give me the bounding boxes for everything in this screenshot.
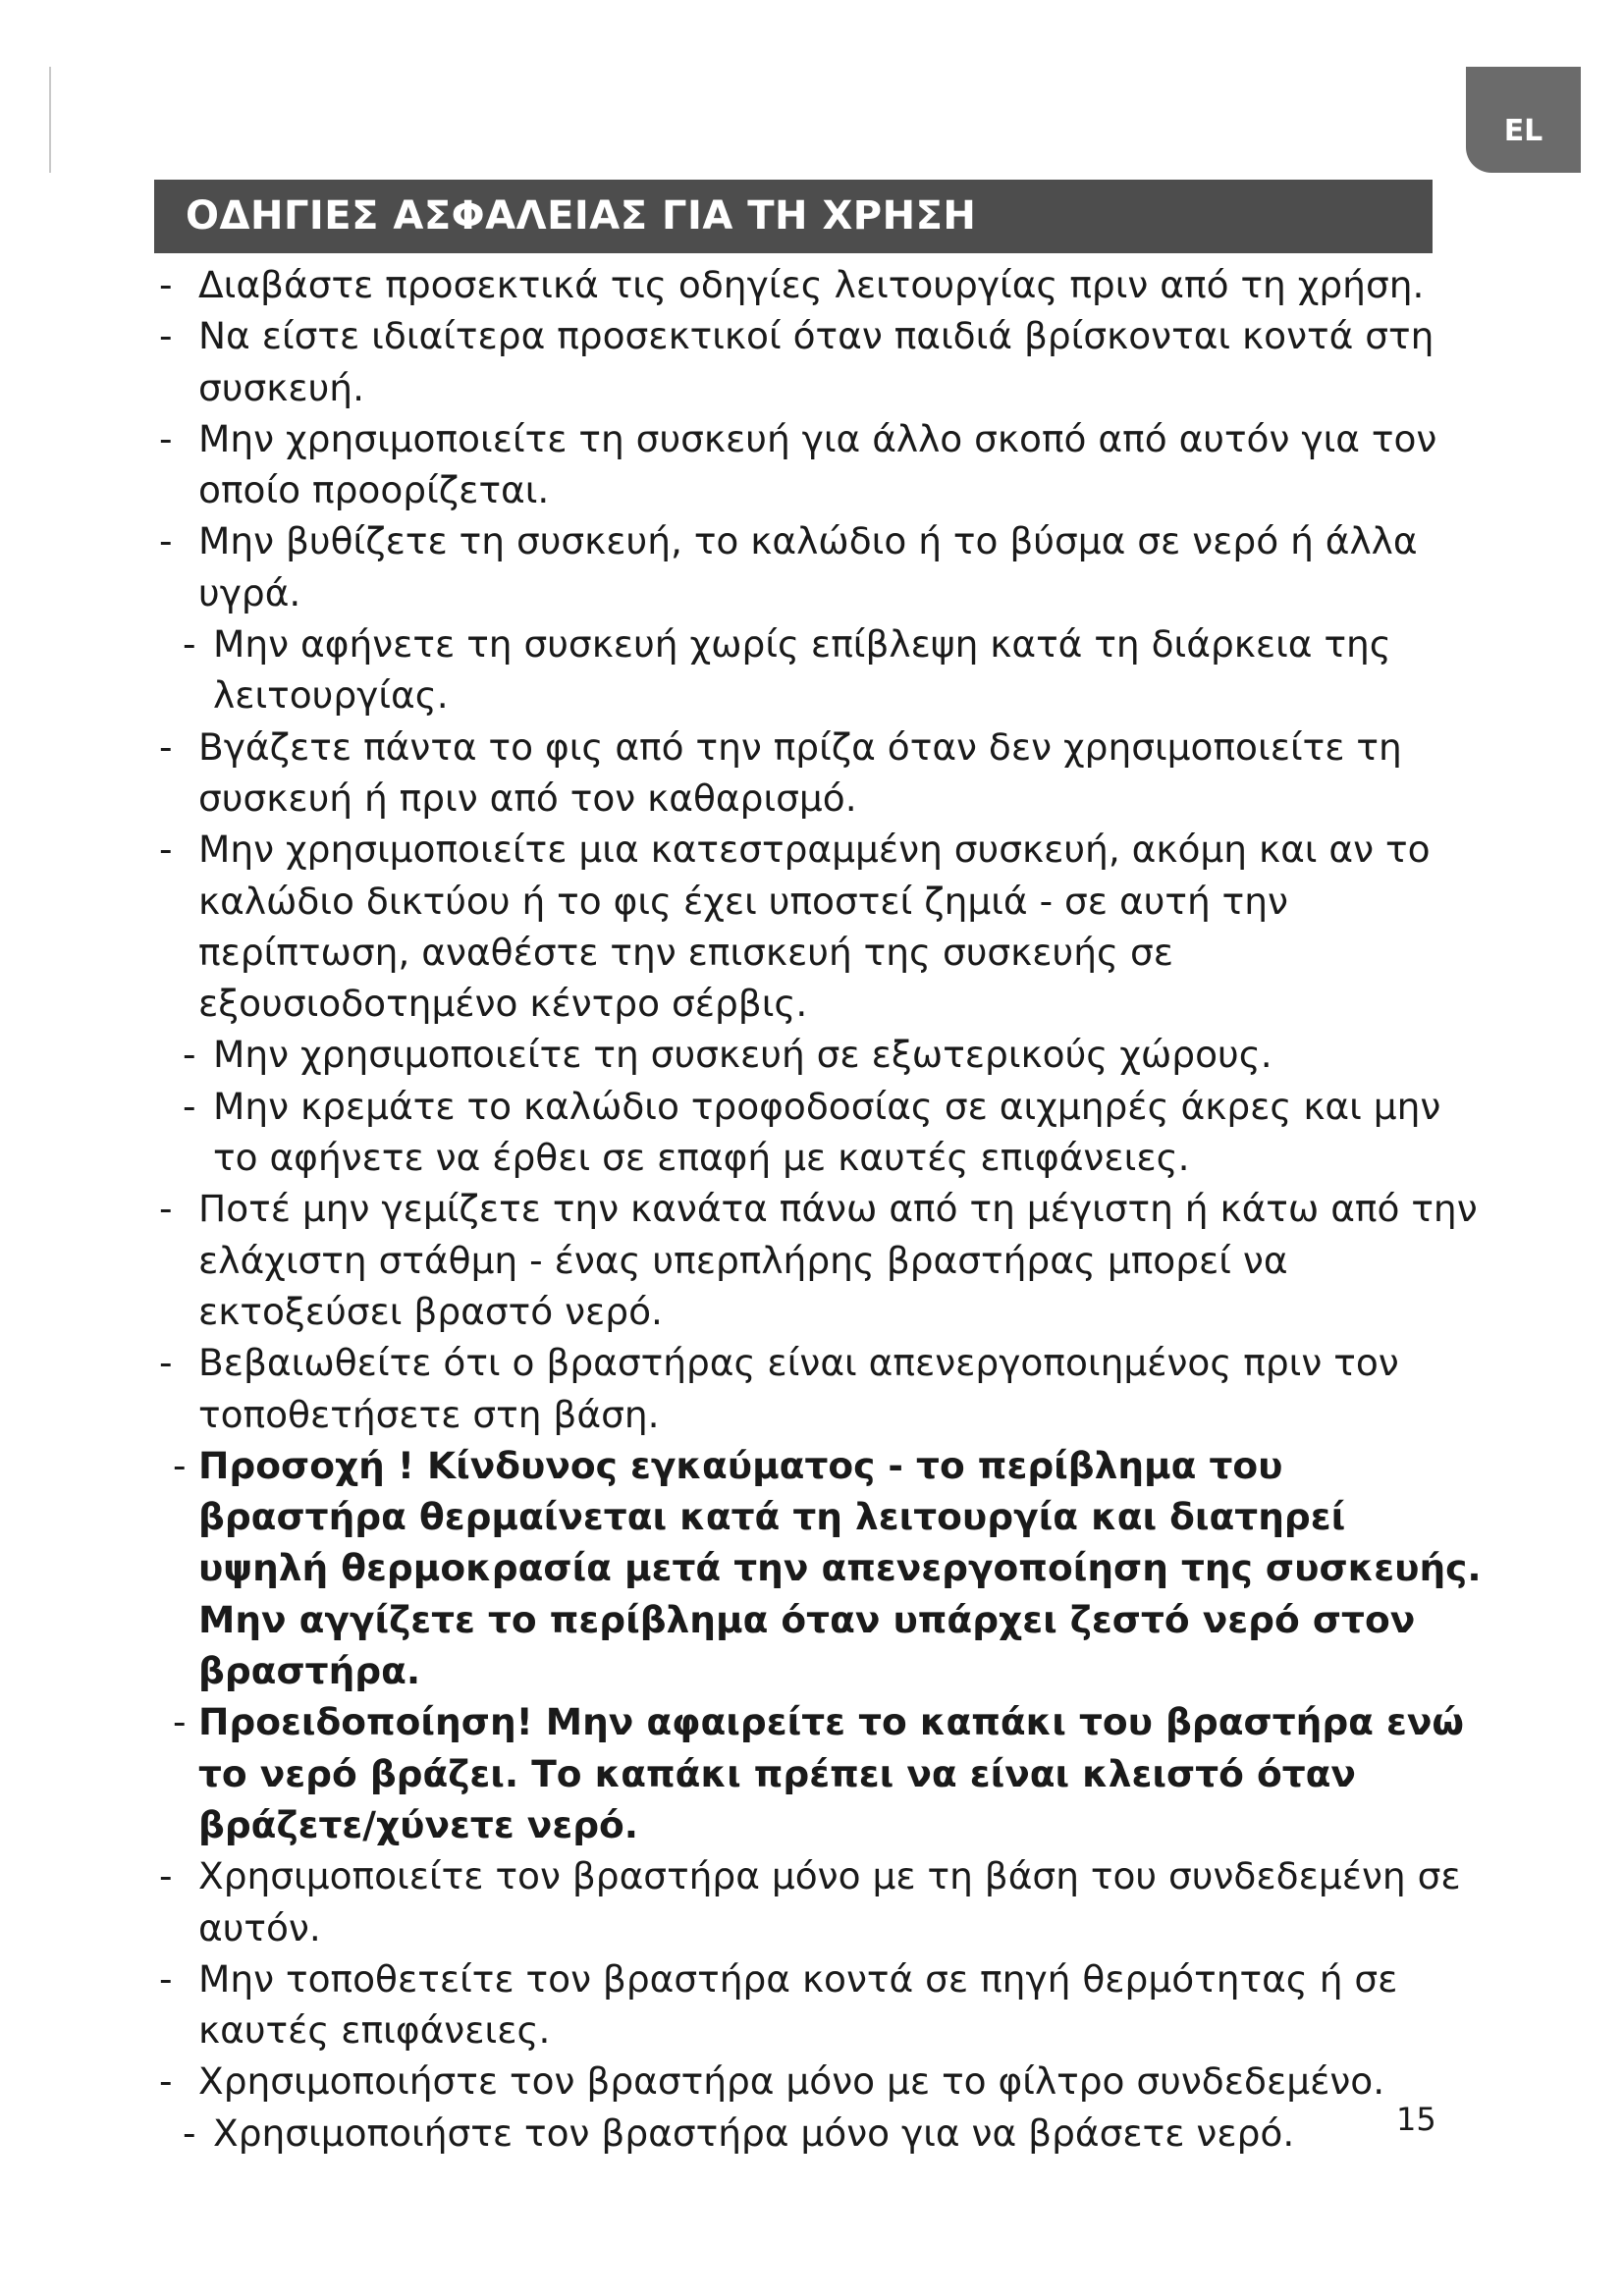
list-item: - Να είστε ιδιαίτερα προσεκτικοί όταν παιδιά βρίσκονται κοντά στη συσκευή. xyxy=(147,310,1483,413)
list-item: - Βγάζετε πάντα το φις από την πρίζα όταν δεν χρησιμοποιείτε τη συσκευή ή πριν από τον καθαρισμό. xyxy=(147,721,1483,825)
list-item: - Μην αφήνετε τη συσκευή χωρίς επίβλεψη κατά τη διάρκεια της λειτουργίας. xyxy=(147,618,1483,721)
page-number: 15 xyxy=(1396,2101,1436,2138)
language-tab-label: EL xyxy=(1503,113,1543,148)
list-item: - Μην τοποθετείτε τον βραστήρα κοντά σε πηγή θερμότητας ή σε καυτές επιφάνειες. xyxy=(147,1953,1483,2056)
section-title-bar xyxy=(154,180,1433,253)
language-tab xyxy=(1466,67,1581,173)
list-item: - Μην χρησιμοποιείτε τη συσκευή σε εξωτερικούς χώρους. xyxy=(147,1029,1483,1080)
list-item: - Χρησιμοποιήστε τον βραστήρα μόνο με το φίλτρο συνδεδεμένο. xyxy=(147,2056,1483,2107)
list-item: - Χρησιμοποιήστε τον βραστήρα μόνο για να βράσετε νερό. xyxy=(147,2108,1483,2159)
burn-warning-item: - Προσοχή ! Κίνδυνος εγκαύματος - το περίβλημα του βραστήρα θερμαίνεται κατά τη λειτουργία και διατηρεί υψηλή θερμοκρασία μετά την απενεργοποίηση της συσκευής. Μην αγγίζετε το περίβλημα όταν υπάρχει ζεστό νερό στον βραστήρα. xyxy=(147,1440,1483,1696)
list-item: - Ποτέ μην γεμίζετε την κανάτα πάνω από τη μέγιστη ή κάτω από την ελάχιστη στάθμη - ένας υπερπλήρης βραστήρας μπορεί να εκτοξεύσει βραστό νερό. xyxy=(147,1183,1483,1337)
list-item: - Βεβαιωθείτε ότι ο βραστήρας είναι απενεργοποιημένος πριν τον τοποθετήσετε στη βάση. xyxy=(147,1337,1483,1440)
list-item: - Μην χρησιμοποιείτε τη συσκευή για άλλο σκοπό από αυτόν για τον οποίο προορίζεται. xyxy=(147,413,1483,516)
section-title: ΟΔΗΓΙΕΣ ΑΣΦΑΛΕΙΑΣ ΓΙΑ ΤΗ ΧΡΗΣΗ xyxy=(186,193,977,239)
list-item: - Διαβάστε προσεκτικά τις οδηγίες λειτουργίας πριν από τη χρήση. xyxy=(147,259,1483,310)
lid-warning-item: - Προειδοποίηση! Μην αφαιρείτε το καπάκι του βραστήρα ενώ το νερό βράζει. Το καπάκι πρέπει να είναι κλειστό όταν βράζετε/χύνετε νερό. xyxy=(147,1696,1483,1850)
list-item: - Μην βυθίζετε τη συσκευή, το καλώδιο ή το βύσμα σε νερό ή άλλα υγρά. xyxy=(147,515,1483,618)
list-item: - Μην κρεμάτε το καλώδιο τροφοδοσίας σε αιχμηρές άκρες και μην το αφήνετε να έρθει σε επαφή με καυτές επιφάνειες. xyxy=(147,1081,1483,1184)
list-item: - Χρησιμοποιείτε τον βραστήρα μόνο με τη βάση του συνδεδεμένη σε αυτόν. xyxy=(147,1850,1483,1953)
crop-mark xyxy=(49,67,51,173)
list-item: - Μην χρησιμοποιείτε μια κατεστραμμένη συσκευή, ακόμη και αν το καλώδιο δικτύου ή το φις έχει υποστεί ζημιά - σε αυτή την περίπτωση, αναθέστε την επισκευή της συσκευής σε εξουσιοδοτημένο κέντρο σέρβις. xyxy=(147,824,1483,1029)
safety-instructions-list xyxy=(147,259,1483,2159)
